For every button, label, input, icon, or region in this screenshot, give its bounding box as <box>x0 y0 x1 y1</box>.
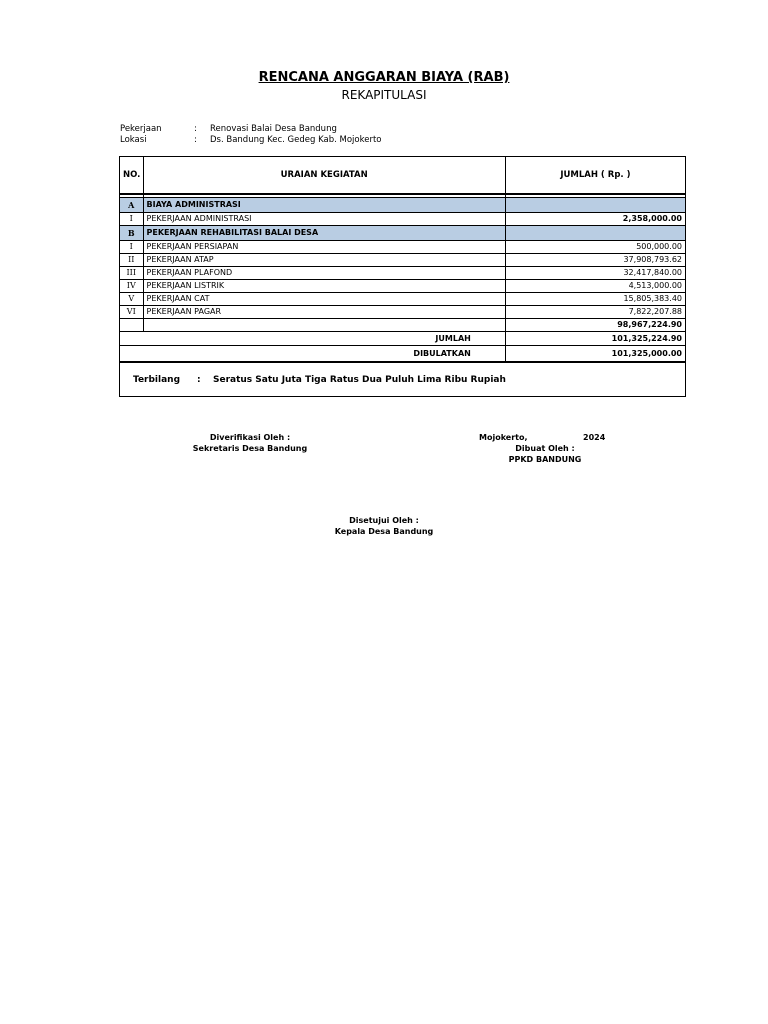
row-amount: 7,822,207.88 <box>505 306 685 319</box>
separator: : <box>197 374 201 385</box>
document-subtitle: REKAPITULASI <box>341 88 427 102</box>
header-jumlah: JUMLAH ( Rp. ) <box>505 157 685 195</box>
section-a-no: A <box>120 198 144 213</box>
approved-by-label: Disetujui Oleh : <box>349 516 419 525</box>
table-row <box>120 280 686 293</box>
row-desc: PEKERJAAN PLAFOND <box>143 267 505 280</box>
terbilang-row <box>120 362 686 397</box>
terbilang-label: Terbilang <box>133 374 181 385</box>
row-amount: 32,417,840.00 <box>505 267 685 280</box>
verifier-signature-block <box>180 432 320 454</box>
pekerjaan-label: Pekerjaan <box>120 124 162 134</box>
verified-by-label: Diverifikasi Oleh : <box>209 433 291 442</box>
approver-signature-block <box>314 515 454 537</box>
section-a-label: BIAYA ADMINISTRASI <box>143 198 505 213</box>
approved-role: Kepala Desa Bandung <box>334 527 434 536</box>
header-no: NO. <box>120 157 144 195</box>
table-row <box>120 293 686 306</box>
table-row <box>120 254 686 267</box>
row-no: V <box>120 293 144 306</box>
jumlah-row <box>120 332 686 346</box>
table-row <box>120 306 686 319</box>
lokasi-label: Lokasi <box>120 135 147 145</box>
separator: : <box>194 124 197 134</box>
row-no: IV <box>120 280 144 293</box>
section-a-row <box>120 198 686 213</box>
separator: : <box>194 135 197 145</box>
jumlah-label: JUMLAH <box>120 332 506 346</box>
row-amount: 2,358,000.00 <box>505 213 685 226</box>
dibulatkan-value: 101,325,000.00 <box>505 346 685 363</box>
row-desc: PEKERJAAN PERSIAPAN <box>143 241 505 254</box>
info-pekerjaan <box>120 124 337 134</box>
row-no: I <box>120 213 144 226</box>
row-no: III <box>120 267 144 280</box>
place-label: Mojokerto, <box>479 433 528 442</box>
subtotal-b: 98,967,224.90 <box>505 319 685 332</box>
row-desc: PEKERJAAN ADMINISTRASI <box>143 213 505 226</box>
document-title: RENCANA ANGGARAN BIAYA (RAB) <box>258 70 510 85</box>
row-desc: PEKERJAAN LISTRIK <box>143 280 505 293</box>
row-amount: 500,000.00 <box>505 241 685 254</box>
table-row <box>120 267 686 280</box>
verified-role: Sekretaris Desa Bandung <box>192 444 308 453</box>
section-b-no: B <box>120 226 144 241</box>
dibulatkan-row <box>120 346 686 363</box>
rab-table <box>119 156 686 397</box>
lokasi-value: Ds. Bandung Kec. Gedeg Kab. Mojokerto <box>210 135 382 145</box>
row-desc: PEKERJAAN PAGAR <box>143 306 505 319</box>
terbilang-value: Seratus Satu Juta Tiga Ratus Dua Puluh Lima Ribu Rupiah <box>213 374 506 385</box>
dibulatkan-label: DIBULATKAN <box>120 346 506 363</box>
section-b-label: PEKERJAAN REHABILITASI BALAI DESA <box>143 226 505 241</box>
made-by-label: Dibuat Oleh : <box>515 444 575 453</box>
header-uraian: URAIAN KEGIATAN <box>143 157 505 195</box>
jumlah-value: 101,325,224.90 <box>505 332 685 346</box>
table-header <box>120 157 686 195</box>
row-no: VI <box>120 306 144 319</box>
row-desc: PEKERJAAN CAT <box>143 293 505 306</box>
row-no: I <box>120 241 144 254</box>
made-role: PPKD BANDUNG <box>508 455 582 464</box>
section-b-row <box>120 226 686 241</box>
row-amount: 4,513,000.00 <box>505 280 685 293</box>
row-amount: 15,805,383.40 <box>505 293 685 306</box>
maker-signature-block <box>470 432 620 465</box>
row-amount: 37,908,793.62 <box>505 254 685 267</box>
table-row <box>120 241 686 254</box>
row-no: II <box>120 254 144 267</box>
subtotal-row <box>120 319 686 332</box>
table-row <box>120 213 686 226</box>
info-lokasi <box>120 135 381 145</box>
pekerjaan-value: Renovasi Balai Desa Bandung <box>210 124 337 134</box>
row-desc: PEKERJAAN ATAP <box>143 254 505 267</box>
year-label: 2024 <box>583 433 606 442</box>
